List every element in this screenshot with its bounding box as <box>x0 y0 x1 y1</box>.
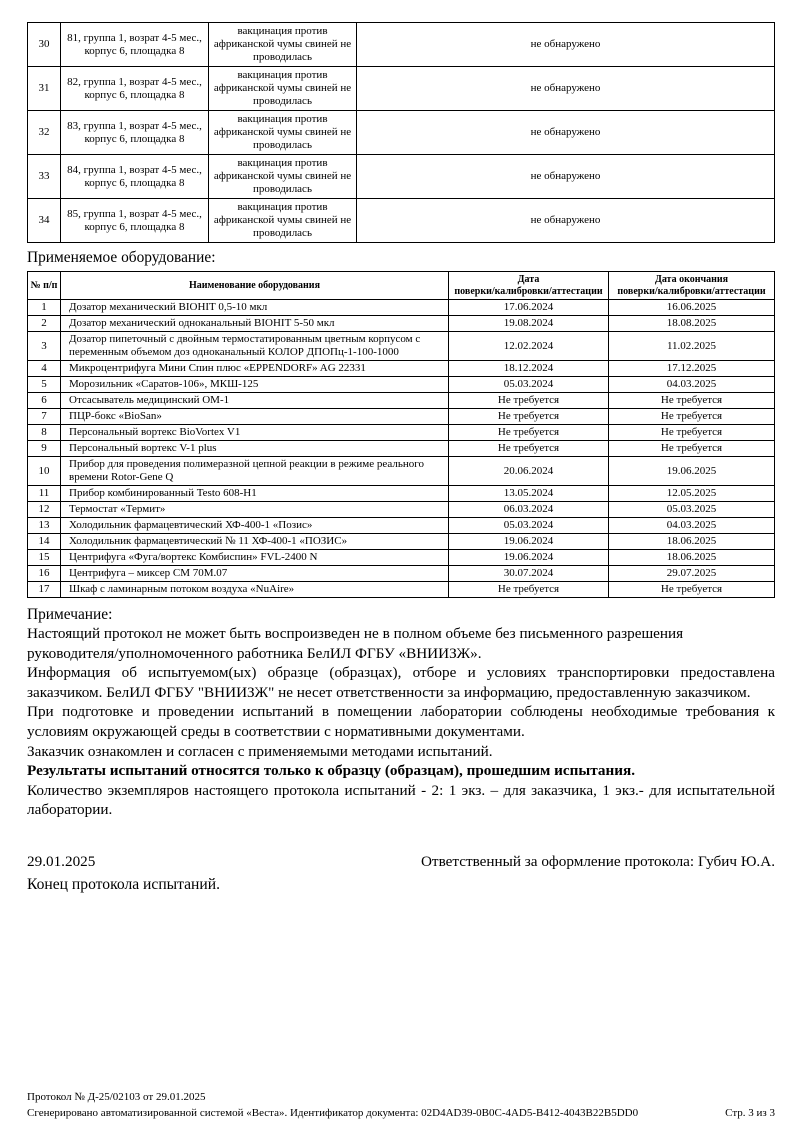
equipment-name-cell: Морозильник «Саратов-106», МКШ-125 <box>61 377 449 393</box>
results-result-cell: не обнаружено <box>357 23 775 67</box>
equipment-num-cell: 15 <box>28 550 61 566</box>
table-row <box>28 409 775 425</box>
equipment-col-num: № п/п <box>28 272 61 300</box>
equipment-num-cell: 4 <box>28 361 61 377</box>
results-num-cell: 31 <box>28 67 61 111</box>
results-vaccination-cell: вакцинация против африканской чумы свиней не проводилась <box>209 23 357 67</box>
footer-second-line <box>27 1105 775 1121</box>
equipment-date_end-cell: 18.06.2025 <box>609 550 775 566</box>
equipment-name-cell: Дозатор механический одноканальный BIOHIT 5-50 мкл <box>61 316 449 332</box>
table-row <box>28 300 775 316</box>
results-vaccination-cell: вакцинация против африканской чумы свиней не проводилась <box>209 155 357 199</box>
table-row <box>28 550 775 566</box>
equipment-num-cell: 17 <box>28 582 61 598</box>
table-row <box>28 518 775 534</box>
results-sample-cell: 84, группа 1, возрат 4-5 мес., корпус 6, площадка 8 <box>61 155 209 199</box>
notes-block <box>27 624 775 820</box>
equipment-date_end-cell: 04.03.2025 <box>609 377 775 393</box>
table-row <box>28 393 775 409</box>
equipment-num-cell: 2 <box>28 316 61 332</box>
equipment-name-cell: Центрифуга – миксер СМ 70М.07 <box>61 566 449 582</box>
equipment-date_end-cell: 29.07.2025 <box>609 566 775 582</box>
equipment-num-cell: 13 <box>28 518 61 534</box>
results-result-cell: не обнаружено <box>357 67 775 111</box>
equipment-table <box>27 271 775 598</box>
results-num-cell: 33 <box>28 155 61 199</box>
results-vaccination-cell: вакцинация против африканской чумы свиней не проводилась <box>209 199 357 243</box>
equipment-date-cell: Не требуется <box>449 409 609 425</box>
equipment-date-cell: 19.06.2024 <box>449 534 609 550</box>
notes-heading: Примечание: <box>27 606 113 623</box>
note-paragraph: Информация об испытуемом(ых) образце (образцах), отборе и условиях транспортировки предоставлена заказчиком. БелИЛ ФГБУ "ВНИИЗЖ" не несет ответственности за информацию, предоставленную заказчиком. <box>27 664 775 701</box>
equipment-col-date-line2: поверки/калибровки/аттестации <box>454 285 603 297</box>
equipment-col-date-line1: Дата <box>517 274 540 285</box>
table-row <box>28 582 775 598</box>
equipment-date-cell: 05.03.2024 <box>449 377 609 393</box>
equipment-col-date-end-line1: Дата окончания <box>654 274 729 285</box>
table-row <box>28 199 775 243</box>
equipment-num-cell: 8 <box>28 425 61 441</box>
equipment-date-cell: 17.06.2024 <box>449 300 609 316</box>
note-paragraph: При подготовке и проведении испытаний в помещении лаборатории соблюдены необходимые требования к условиям окружающей среды в соответствии с нормативными документами. <box>27 703 775 740</box>
equipment-date_end-cell: Не требуется <box>609 409 775 425</box>
equipment-name-cell: Отсасыватель медицинский ОМ-1 <box>61 393 449 409</box>
equipment-date-cell: Не требуется <box>449 393 609 409</box>
equipment-date-cell: Не требуется <box>449 441 609 457</box>
equipment-date_end-cell: 05.03.2025 <box>609 502 775 518</box>
note-paragraph: Результаты испытаний относятся только к образцу (образцам), прошедшим испытания. <box>27 762 635 780</box>
equipment-col-date-end-line2: поверки/калибровки/аттестации <box>617 285 766 297</box>
equipment-date-cell: 18.12.2024 <box>449 361 609 377</box>
equipment-num-cell: 11 <box>28 486 61 502</box>
footer-protocol-number: Протокол № Д-25/02103 от 29.01.2025 <box>27 1091 206 1103</box>
equipment-date_end-cell: 17.12.2025 <box>609 361 775 377</box>
footer-generated-text: Сгенерировано автоматизированной системой «Веста». Идентификатор документа: 02D4AD39-0B0C-4AD5-B412-4043B22B5DD0 <box>27 1107 639 1119</box>
equipment-date_end-cell: 11.02.2025 <box>609 332 775 361</box>
equipment-date-cell: 19.08.2024 <box>449 316 609 332</box>
equipment-name-cell: Дозатор механический BIOHIT 0,5-10 мкл <box>61 300 449 316</box>
results-sample-cell: 83, группа 1, возрат 4-5 мес., корпус 6, площадка 8 <box>61 111 209 155</box>
equipment-num-cell: 16 <box>28 566 61 582</box>
results-result-cell: не обнаружено <box>357 155 775 199</box>
table-row <box>28 486 775 502</box>
results-sample-cell: 82, группа 1, возрат 4-5 мес., корпус 6, площадка 8 <box>61 67 209 111</box>
equipment-date-cell: 19.06.2024 <box>449 550 609 566</box>
note-paragraph: Количество экземпляров настоящего протокола испытаний - 2: 1 экз. – для заказчика, 1 экз.- для испытательной лаборатории. <box>27 781 775 819</box>
note-paragraph: Настоящий протокол не может быть воспроизведен не в полном объеме без письменного разрешения руководителя/уполномоченного работника БелИЛ ФГБУ «ВНИИЗЖ». <box>27 625 684 662</box>
table-row <box>28 332 775 361</box>
equipment-date_end-cell: 18.08.2025 <box>609 316 775 332</box>
table-row <box>28 316 775 332</box>
equipment-num-cell: 12 <box>28 502 61 518</box>
table-row <box>28 441 775 457</box>
table-row <box>28 155 775 199</box>
equipment-date_end-cell: Не требуется <box>609 393 775 409</box>
equipment-num-cell: 9 <box>28 441 61 457</box>
equipment-name-cell: Шкаф с ламинарным потоком воздуха «NuAire» <box>61 582 449 598</box>
table-row <box>28 377 775 393</box>
equipment-date-cell: 13.05.2024 <box>449 486 609 502</box>
protocol-date: 29.01.2025 <box>27 852 96 870</box>
note-paragraph: Заказчик ознакомлен и согласен с применяемыми методами испытаний. <box>27 742 493 760</box>
equipment-name-cell: Дозатор пипеточный с двойным термостатированным цветным корпусом с переменным объемом доз одноканальный КОЛОР ДПОПц-1-100-1000 <box>61 332 449 361</box>
equipment-date-cell: 06.03.2024 <box>449 502 609 518</box>
equipment-name-cell: ПЦР-бокс «BioSan» <box>61 409 449 425</box>
end-of-protocol: Конец протокола испытаний. <box>27 875 220 893</box>
equipment-col-name: Наименование оборудования <box>61 272 449 300</box>
equipment-num-cell: 3 <box>28 332 61 361</box>
equipment-date-cell: 30.07.2024 <box>449 566 609 582</box>
equipment-date_end-cell: Не требуется <box>609 582 775 598</box>
equipment-num-cell: 1 <box>28 300 61 316</box>
results-result-cell: не обнаружено <box>357 199 775 243</box>
equipment-num-cell: 6 <box>28 393 61 409</box>
table-row <box>28 23 775 67</box>
results-num-cell: 34 <box>28 199 61 243</box>
table-row <box>28 457 775 486</box>
equipment-name-cell: Холодильник фармацевтический № 11 ХФ-400-1 «ПОЗИС» <box>61 534 449 550</box>
equipment-name-cell: Персональный вортекс BioVortex V1 <box>61 425 449 441</box>
equipment-date-cell: 05.03.2024 <box>449 518 609 534</box>
equipment-date_end-cell: 16.06.2025 <box>609 300 775 316</box>
equipment-header-row <box>28 272 775 300</box>
equipment-date-cell: 20.06.2024 <box>449 457 609 486</box>
table-row <box>28 534 775 550</box>
equipment-heading: Применяемое оборудование: <box>27 249 216 266</box>
equipment-num-cell: 7 <box>28 409 61 425</box>
table-row <box>28 67 775 111</box>
equipment-col-date-end <box>609 272 775 300</box>
sample-results-table <box>27 22 775 243</box>
table-row <box>28 361 775 377</box>
equipment-name-cell: Микроцентрифуга Мини Спин плюс «EPPENDORF» AG 22331 <box>61 361 449 377</box>
results-vaccination-cell: вакцинация против африканской чумы свиней не проводилась <box>209 67 357 111</box>
sample-results-body <box>28 23 775 243</box>
equipment-name-cell: Термостат «Термит» <box>61 502 449 518</box>
results-num-cell: 30 <box>28 23 61 67</box>
equipment-name-cell: Прибор для проведения полимеразной цепной реакции в режиме реального времени Rotor-Gene Q <box>61 457 449 486</box>
table-row <box>28 425 775 441</box>
equipment-body <box>28 300 775 598</box>
equipment-name-cell: Холодильник фармацевтический ХФ-400-1 «Позис» <box>61 518 449 534</box>
equipment-col-date <box>449 272 609 300</box>
results-sample-cell: 85, группа 1, возрат 4-5 мес., корпус 6, площадка 8 <box>61 199 209 243</box>
equipment-date-cell: Не требуется <box>449 425 609 441</box>
table-row <box>28 566 775 582</box>
document-content <box>27 22 775 895</box>
equipment-num-cell: 10 <box>28 457 61 486</box>
equipment-date-cell: Не требуется <box>449 582 609 598</box>
equipment-name-cell: Персональный вортекс V-1 plus <box>61 441 449 457</box>
table-row <box>28 111 775 155</box>
equipment-date_end-cell: Не требуется <box>609 441 775 457</box>
equipment-date_end-cell: Не требуется <box>609 425 775 441</box>
results-result-cell: не обнаружено <box>357 111 775 155</box>
equipment-date-cell: 12.02.2024 <box>449 332 609 361</box>
equipment-name-cell: Прибор комбинированный Testo 608-H1 <box>61 486 449 502</box>
equipment-date_end-cell: 19.06.2025 <box>609 457 775 486</box>
equipment-date_end-cell: 04.03.2025 <box>609 518 775 534</box>
results-vaccination-cell: вакцинация против африканской чумы свиней не проводилась <box>209 111 357 155</box>
equipment-name-cell: Центрифуга «Фуга/вортекс Комбиспин» FVL-2400 N <box>61 550 449 566</box>
results-sample-cell: 81, группа 1, возрат 4-5 мес., корпус 6, площадка 8 <box>61 23 209 67</box>
equipment-date_end-cell: 12.05.2025 <box>609 486 775 502</box>
table-row <box>28 502 775 518</box>
equipment-date_end-cell: 18.06.2025 <box>609 534 775 550</box>
page-footer <box>27 1089 775 1121</box>
results-num-cell: 32 <box>28 111 61 155</box>
footer-page-number: Стр. 3 из 3 <box>725 1107 775 1119</box>
responsible-person: Ответственный за оформление протокола: Губич Ю.А. <box>420 852 775 870</box>
equipment-num-cell: 5 <box>28 377 61 393</box>
signature-row <box>27 852 775 872</box>
equipment-num-cell: 14 <box>28 534 61 550</box>
